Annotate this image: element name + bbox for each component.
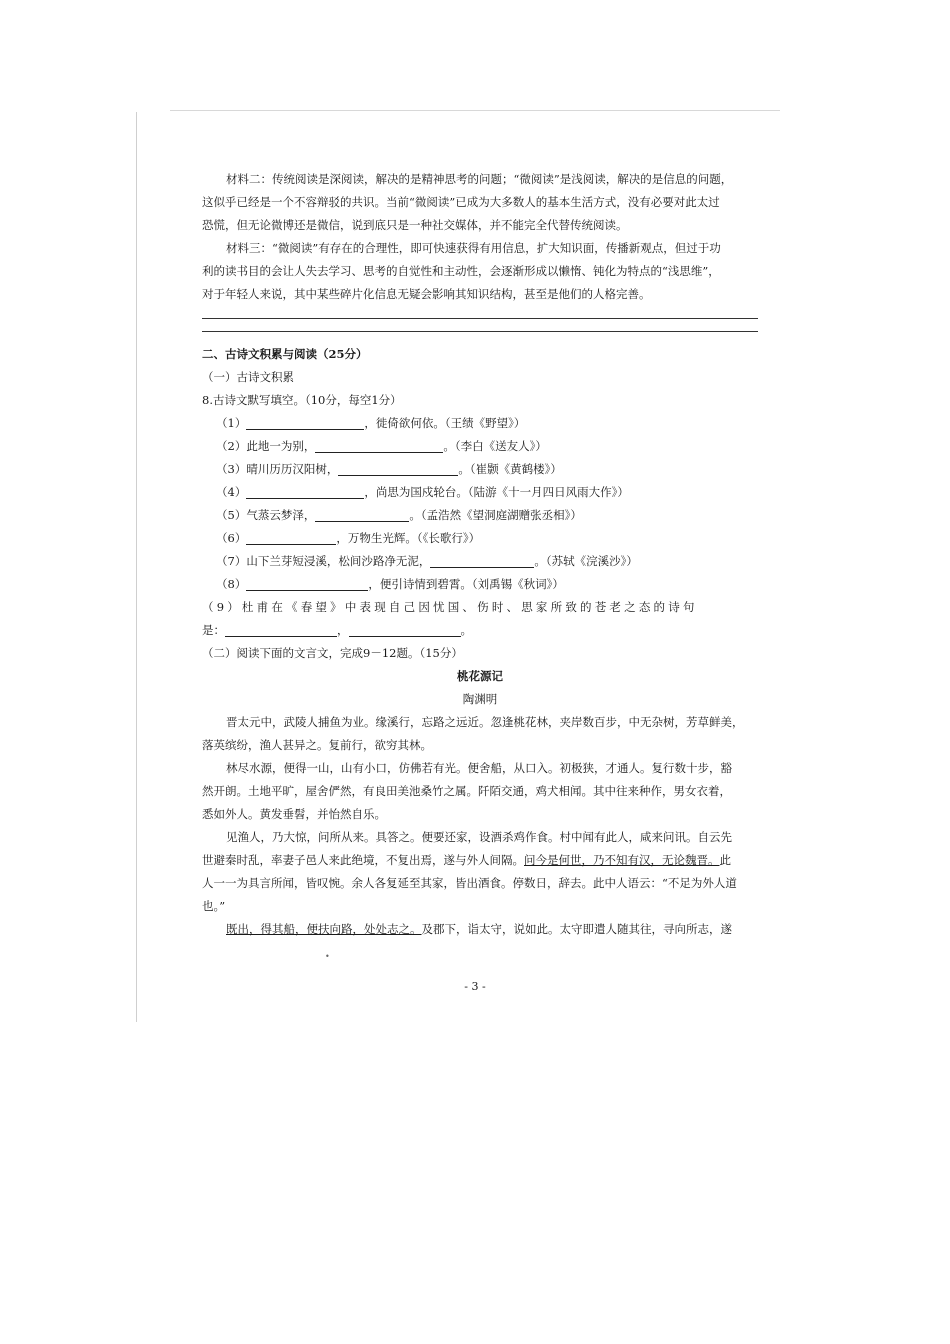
passage-p3-line4: 也。” — [202, 899, 226, 913]
fill-blank[interactable] — [246, 530, 336, 545]
fill-blank[interactable] — [246, 576, 368, 591]
answer-line-1[interactable] — [202, 318, 758, 319]
exam-page — [202, 168, 758, 941]
scan-edge-left — [136, 112, 137, 1022]
fill-blank[interactable] — [349, 622, 461, 637]
material3-line2: 利的读书目的会让人失去学习、思考的自觉性和主动性，会逐渐形成以懒惰、钝化为特点的“浅思维”， — [202, 264, 720, 278]
page-number: - 3 - — [464, 980, 486, 993]
fill-blank[interactable] — [225, 622, 337, 637]
underlined-sentence: 问今是何世，乃不知有汉，无论魏晋。 — [524, 853, 720, 867]
fill-blank[interactable] — [246, 415, 364, 430]
fill-item-5: （5）气蒸云梦泽， 。（孟浩然《望洞庭湖赠张丞相》） — [216, 508, 582, 522]
fill-blank[interactable] — [315, 507, 409, 522]
passage-title: 桃花源记 — [457, 669, 503, 683]
passage-p2-line2: 然开朗。土地平旷，屋舍俨然，有良田美池桑竹之属。阡陌交通，鸡犬相闻。其中往来种作，男女衣着， — [202, 784, 731, 798]
material3-line1: 材料三：“微阅读”有存在的合理性，即可快速获得有用信息，扩大知识面，传播新观点，但过于功 — [226, 241, 721, 255]
passage-author: 陶渊明 — [462, 692, 498, 706]
passage-p3-line1: 见渔人，乃大惊，问所从来。具答之。便要还家，设酒杀鸡作食。村中闻有此人，咸来问讯。自云先 — [226, 830, 732, 844]
passage-p4-line1: 既出，得其船，便扶向路，处处志之。及郡下，诣太守，说如此。太守即遣人随其往，寻向所志，遂 — [226, 922, 732, 936]
fill-item-1: （1） ，徙倚欲何依。（王绩《野望》） — [216, 416, 526, 430]
section2-part2: （二）阅读下面的文言文，完成9－12题。（15分） — [202, 646, 463, 660]
passage-p3-line2: 世避秦时乱，率妻子邑人来此绝境，不复出焉，遂与外人间隔。问今是何世，乃不知有汉，无论魏晋。此 — [202, 853, 731, 867]
fill-item-8: （8） ，便引诗情到碧霄。（刘禹锡《秋词》） — [216, 577, 564, 591]
passage-p2-line1: 林尽水源，便得一山，山有小口，仿佛若有光。便舍船，从口入。初极狭，才通人。复行数十步，豁 — [226, 761, 732, 775]
fill-item-3: （3）晴川历历汉阳树， 。（崔颢《黄鹤楼》） — [216, 462, 562, 476]
fill-item-7: （7）山下兰芽短浸溪，松间沙路净无泥， 。（苏轼《浣溪沙》） — [216, 554, 638, 568]
fill-blank[interactable] — [246, 484, 364, 499]
question-8: 8.古诗文默写填空。（10分，每空1分） — [202, 393, 402, 407]
scan-mark: • — [325, 952, 330, 961]
scan-edge-top — [170, 110, 780, 111]
passage-p1-line1: 晋太元中，武陵人捕鱼为业。缘溪行，忘路之远近。忽逢桃花林，夹岸数百步，中无杂树，芳草鲜美， — [226, 715, 744, 729]
passage-p1-line2: 落英缤纷，渔人甚异之。复前行，欲穷其林。 — [202, 738, 432, 752]
fill-blank[interactable] — [338, 461, 458, 476]
passage-p2-line3: 悉如外人。黄发垂髫，并怡然自乐。 — [202, 807, 386, 821]
fill-item-2: （2）此地一为别， 。（李白《送友人》） — [216, 439, 547, 453]
fill-item-4: （4） ，尚思为国戍轮台。（陆游《十一月四日风雨大作》） — [216, 485, 629, 499]
underlined-sentence: 既出，得其船，便扶向路，处处志之。 — [226, 922, 422, 936]
passage-p3-line3: 人一一为具言所闻，皆叹惋。余人各复延至其家，皆出酒食。停数日，辞去。此中人语云：“不足为外人道 — [202, 876, 737, 890]
question-9-line1: （9）杜甫在《春望》中表现自己因忧国、伤时、思家所致的苍老之态的诗句 — [202, 600, 698, 614]
material2-line2: 这似乎已经是一个不容辩驳的共识。当前“微阅读”已成为大多数人的基本生活方式，没有必要对此太过 — [202, 195, 720, 209]
section2-title: 二、古诗文积累与阅读（25分） — [202, 347, 368, 361]
material2-line3: 恐慌，但无论微博还是微信，说到底只是一种社交媒体，并不能完全代替传统阅读。 — [202, 218, 628, 232]
fill-blank[interactable] — [315, 438, 443, 453]
fill-blank[interactable] — [430, 553, 534, 568]
material2-line1: 材料二：传统阅读是深阅读，解决的是精神思考的问题；“微阅读”是浅阅读，解决的是信息的问题， — [226, 172, 733, 186]
question-9-line2: 是： ， 。 — [202, 623, 472, 637]
section2-part1: （一）古诗文积累 — [202, 370, 294, 384]
material3-line3: 对于年轻人来说，其中某些碎片化信息无疑会影响其知识结构，甚至是他们的人格完善。 — [202, 287, 651, 301]
fill-item-6: （6） ，万物生光辉。（《长歌行》） — [216, 531, 481, 545]
answer-line-2[interactable] — [202, 331, 758, 332]
